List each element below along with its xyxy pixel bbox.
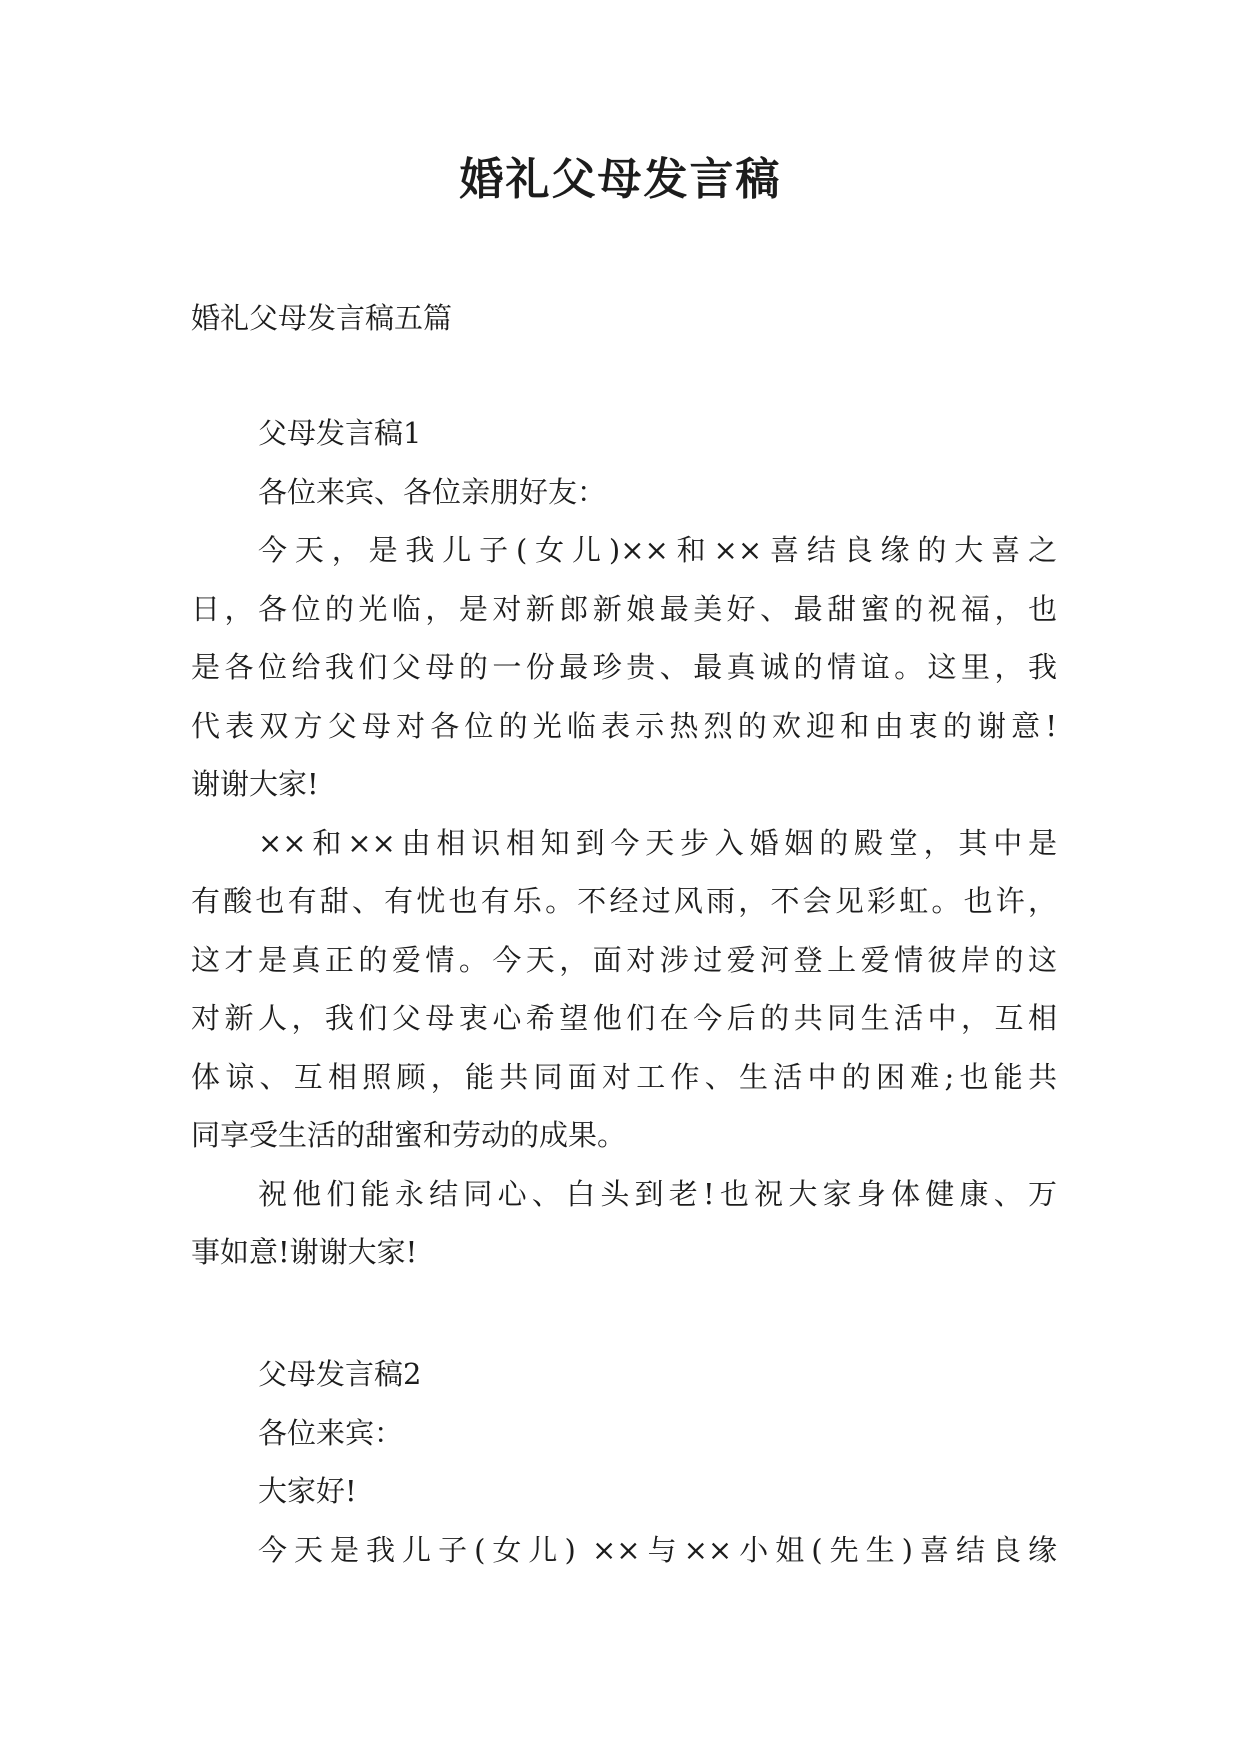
paragraph-line: 日，各位的光临，是对新郎新娘最美好、最甜蜜的祝福，也 — [191, 591, 1057, 626]
paragraph-line: 有酸也有甜、有忧也有乐。不经过风雨，不会见彩虹。也许， — [191, 884, 1057, 918]
paragraph-line: 祝他们能永结同心、白头到老!也祝大家身体健康、万 — [258, 1176, 1057, 1211]
paragraph-line: 对新人，我们父母衷心希望他们在今后的共同生活中，互相 — [191, 1001, 1057, 1035]
paragraph — [191, 1521, 1057, 1580]
paragraph — [191, 814, 1057, 1165]
paragraph-line: 是各位给我们父母的一份最珍贵、最真诚的情谊。这里，我 — [191, 650, 1057, 684]
section-heading: 父母发言稿1 — [258, 416, 422, 450]
paragraph-line: 事如意!谢谢大家! — [191, 1235, 418, 1269]
paragraph-line: 谢谢大家! — [191, 767, 319, 801]
paragraph-line: 今天是我儿子(女儿) ××与××小姐(先生)喜结良缘 — [258, 1532, 1057, 1567]
greeting: 大家好! — [258, 1474, 357, 1508]
section-heading: 父母发言稿2 — [258, 1357, 422, 1391]
salutation: 各位来宾、各位亲朋好友： — [258, 474, 607, 509]
document-subtitle: 婚礼父母发言稿五篇 — [191, 301, 453, 335]
paragraph-line: 同享受生活的甜蜜和劳动的成果。 — [191, 1118, 627, 1152]
paragraph — [191, 1165, 1057, 1282]
paragraph — [191, 521, 1057, 814]
paragraph-line: 今天，是我儿子(女儿)××和××喜结良缘的大喜之 — [258, 533, 1057, 567]
paragraph-line: 体谅、互相照顾，能共同面对工作、生活中的困难;也能共 — [191, 1059, 1057, 1094]
page-title: 婚礼父母发言稿 — [459, 154, 782, 205]
speech-section-2 — [191, 1345, 1057, 1579]
paragraph-line: 代表双方父母对各位的光临表示热烈的欢迎和由衷的谢意! — [191, 708, 1057, 743]
speech-section-1 — [191, 404, 1057, 1282]
paragraph-line: 这才是真正的爱情。今天，面对涉过爱河登上爱情彼岸的这 — [191, 942, 1057, 977]
salutation: 各位来宾： — [258, 1415, 404, 1450]
paragraph-line: ××和××由相识相知到今天步入婚姻的殿堂，其中是 — [258, 825, 1057, 860]
